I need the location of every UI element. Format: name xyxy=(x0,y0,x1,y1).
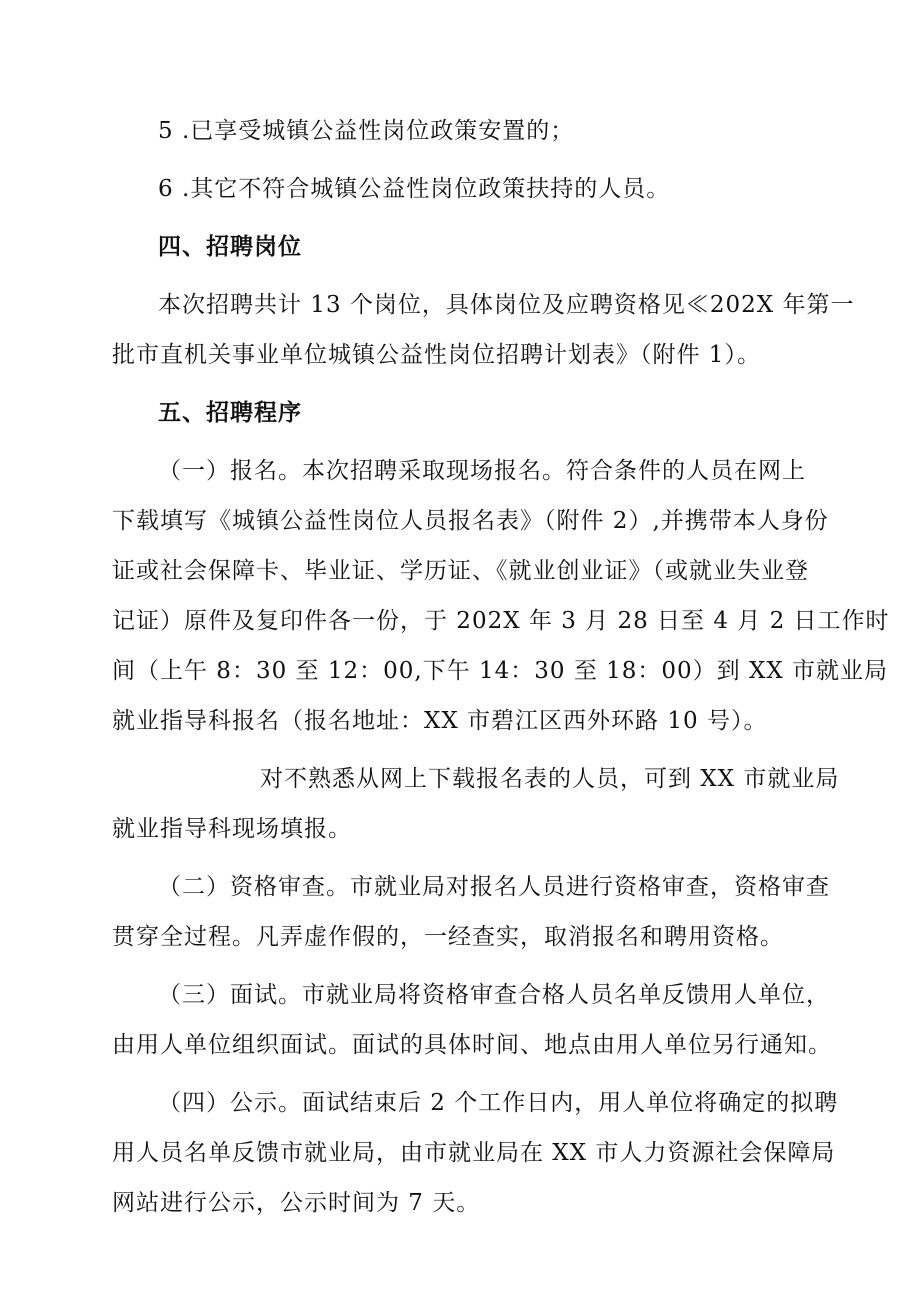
paragraph-line: 就业指导科现场填报。 xyxy=(112,816,352,842)
list-item-6: 6 .其它不符合城镇公益性岗位政策扶持的人员。 xyxy=(158,176,671,202)
paragraph-line: 批市直机关事业单位城镇公益性岗位招聘计划表》（附件 1）。 xyxy=(112,342,761,368)
paragraph-line: 下载填写《城镇公益性岗位人员报名表》（附件 2）,并携带本人身份 xyxy=(112,508,829,534)
paragraph-line: （二）资格审查。市就业局对报名人员进行资格审查，资格审查 xyxy=(158,874,830,900)
paragraph-line: 就业指导科报名（报名地址：XX 市碧江区西外环路 10 号）。 xyxy=(112,708,768,734)
paragraph-line: 证或社会保障卡、毕业证、学历证、《就业创业证》（或就业失业登 xyxy=(112,558,809,584)
list-item-5: 5 .已享受城镇公益性岗位政策安置的； xyxy=(158,118,575,144)
paragraph-line: （三）面试。市就业局将资格审查合格人员名单反馈用人单位， xyxy=(158,982,830,1008)
paragraph-line: 用人员名单反馈市就业局，由市就业局在 XX 市人力资源社会保障局 xyxy=(112,1140,836,1166)
paragraph-line: 网站进行公示，公示时间为 7 天。 xyxy=(112,1190,481,1216)
section-heading-positions: 四、招聘岗位 xyxy=(158,234,302,260)
paragraph-line: 由用人单位组织面试。面试的具体时间、地点由用人单位另行通知。 xyxy=(112,1032,832,1058)
paragraph-line: 记证）原件及复印件各一份，于 202X 年 3 月 28 日至 4 月 2 日工作时 xyxy=(112,608,890,634)
paragraph-line: 贯穿全过程。凡弄虚作假的，一经查实，取消报名和聘用资格。 xyxy=(112,924,784,950)
paragraph-line: （四）公示。面试结束后 2 个工作日内，用人单位将确定的拟聘 xyxy=(158,1090,839,1116)
paragraph-line: 本次招聘共计 13 个岗位，具体岗位及应聘资格见≪202X 年第一 xyxy=(158,292,855,318)
paragraph-line: 对不熟悉从网上下载报名表的人员，可到 XX 市就业局 xyxy=(260,766,840,792)
paragraph-line: 间（上午 8：30 至 12：00,下午 14：30 至 18：00）到 XX 市就业局 xyxy=(112,658,889,684)
paragraph-line: （一）报名。本次招聘采取现场报名。符合条件的人员在网上 xyxy=(158,458,806,484)
section-heading-procedure: 五、招聘程序 xyxy=(158,400,302,426)
